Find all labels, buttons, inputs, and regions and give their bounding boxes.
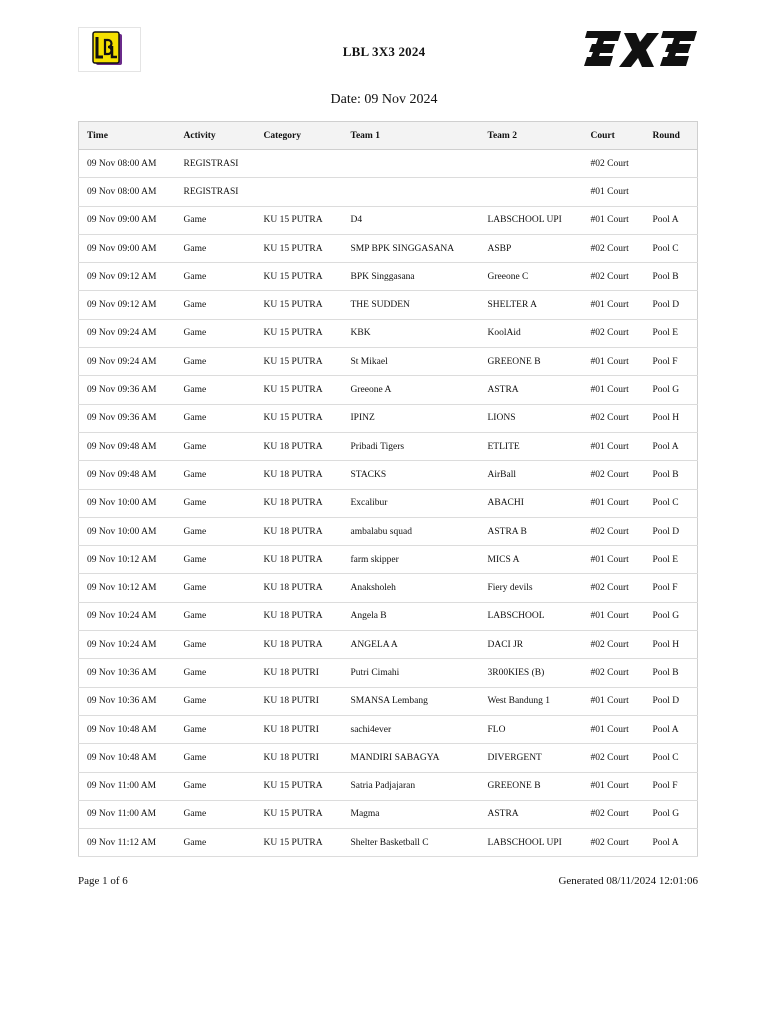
table-cell: Game [176, 659, 256, 687]
table-cell: KU 18 PUTRA [256, 517, 343, 545]
table-cell: sachi4ever [343, 715, 480, 743]
table-cell: KU 15 PUTRA [256, 404, 343, 432]
table-cell: THE SUDDEN [343, 291, 480, 319]
table-cell: Pool F [645, 348, 698, 376]
table-cell: Pool H [645, 404, 698, 432]
table-cell: ambalabu squad [343, 517, 480, 545]
table-cell: KU 18 PUTRA [256, 432, 343, 460]
table-cell: Pool B [645, 461, 698, 489]
table-cell: Game [176, 829, 256, 857]
table-cell: 09 Nov 10:24 AM [79, 602, 176, 630]
table-row [79, 489, 698, 517]
table-cell [343, 178, 480, 206]
table-cell: West Bandung 1 [480, 687, 583, 715]
table-cell: 09 Nov 08:00 AM [79, 178, 176, 206]
table-cell: Game [176, 602, 256, 630]
table-cell: Game [176, 489, 256, 517]
column-header: Activity [176, 122, 256, 150]
table-row [79, 546, 698, 574]
table-row [79, 659, 698, 687]
table-cell: Game [176, 461, 256, 489]
table-cell: KU 15 PUTRA [256, 319, 343, 347]
table-cell: Anaksholeh [343, 574, 480, 602]
table-cell: 09 Nov 09:24 AM [79, 319, 176, 347]
table-cell: 3R00KIES (B) [480, 659, 583, 687]
table-cell: #02 Court [583, 150, 645, 178]
table-cell: Pool C [645, 744, 698, 772]
table-cell: BPK Singgasana [343, 263, 480, 291]
table-cell: Game [176, 744, 256, 772]
table-cell [645, 178, 698, 206]
table-row [79, 263, 698, 291]
table-row [79, 404, 698, 432]
table-cell: Pool C [645, 489, 698, 517]
table-cell: ASBP [480, 234, 583, 262]
table-row [79, 829, 698, 857]
table-row [79, 687, 698, 715]
table-row [79, 602, 698, 630]
table-cell: Game [176, 319, 256, 347]
table-cell: #01 Court [583, 772, 645, 800]
table-row [79, 574, 698, 602]
table-cell: Game [176, 546, 256, 574]
table-cell: KU 15 PUTRA [256, 800, 343, 828]
column-header: Court [583, 122, 645, 150]
table-cell: 09 Nov 09:36 AM [79, 404, 176, 432]
table-cell: ASTRA [480, 800, 583, 828]
table-cell: #02 Court [583, 659, 645, 687]
table-row [79, 206, 698, 234]
table-cell: Game [176, 772, 256, 800]
table-cell: 09 Nov 09:00 AM [79, 234, 176, 262]
table-cell: FLO [480, 715, 583, 743]
table-row [79, 772, 698, 800]
table-cell: KU 18 PUTRA [256, 574, 343, 602]
table-cell: AirBall [480, 461, 583, 489]
table-cell: KU 18 PUTRA [256, 546, 343, 574]
table-cell: #02 Court [583, 744, 645, 772]
table-cell: St Mikael [343, 348, 480, 376]
generated-timestamp: Generated 08/11/2024 12:01:06 [558, 875, 698, 887]
table-cell: #01 Court [583, 489, 645, 517]
table-cell: Magma [343, 800, 480, 828]
table-row [79, 800, 698, 828]
table-cell: KU 18 PUTRA [256, 461, 343, 489]
table-cell: Game [176, 800, 256, 828]
schedule-date: Date: 09 Nov 2024 [330, 92, 438, 107]
page-title: LBL 3X3 2024 [342, 44, 426, 59]
column-header: Round [645, 122, 698, 150]
table-cell: Pool E [645, 319, 698, 347]
table-cell: 09 Nov 09:12 AM [79, 291, 176, 319]
table-cell: Pool B [645, 659, 698, 687]
table-cell: Pool D [645, 291, 698, 319]
table-cell: MICS A [480, 546, 583, 574]
table-header-row [79, 122, 698, 150]
table-cell: KU 18 PUTRI [256, 715, 343, 743]
table-cell: 09 Nov 10:36 AM [79, 687, 176, 715]
table-cell: Game [176, 687, 256, 715]
table-cell: Angela B [343, 602, 480, 630]
table-cell: #01 Court [583, 602, 645, 630]
table-cell: 09 Nov 09:24 AM [79, 348, 176, 376]
table-cell [480, 178, 583, 206]
table-cell: #01 Court [583, 206, 645, 234]
table-row [79, 631, 698, 659]
table-cell: KU 15 PUTRA [256, 234, 343, 262]
table-cell: 09 Nov 09:12 AM [79, 263, 176, 291]
table-cell: GREEONE B [480, 772, 583, 800]
table-body [79, 150, 698, 857]
table-cell: 09 Nov 09:36 AM [79, 376, 176, 404]
table-cell: #02 Court [583, 461, 645, 489]
table-cell: 09 Nov 10:00 AM [79, 489, 176, 517]
column-header: Team 1 [343, 122, 480, 150]
table-cell: Fiery devils [480, 574, 583, 602]
table-cell: #02 Court [583, 800, 645, 828]
table-cell: Satria Padjajaran [343, 772, 480, 800]
table-cell: Pool A [645, 829, 698, 857]
table-row [79, 461, 698, 489]
table-cell: 09 Nov 10:36 AM [79, 659, 176, 687]
table-cell: Pool H [645, 631, 698, 659]
table-cell: KU 15 PUTRA [256, 206, 343, 234]
table-row [79, 150, 698, 178]
table-cell: #02 Court [583, 319, 645, 347]
table-cell: KU 18 PUTRA [256, 602, 343, 630]
table-cell: Pool E [645, 546, 698, 574]
table-cell: 09 Nov 10:24 AM [79, 631, 176, 659]
table-cell: ETLITE [480, 432, 583, 460]
table-cell: #02 Court [583, 404, 645, 432]
table-cell: Greeone A [343, 376, 480, 404]
table-row [79, 376, 698, 404]
table-cell [343, 150, 480, 178]
table-cell: Game [176, 631, 256, 659]
table-cell: #02 Court [583, 829, 645, 857]
table-row [79, 744, 698, 772]
table-cell: ASTRA B [480, 517, 583, 545]
table-cell: Game [176, 715, 256, 743]
table-cell: Pribadi Tigers [343, 432, 480, 460]
table-cell: LIONS [480, 404, 583, 432]
table-cell: Pool C [645, 234, 698, 262]
table-cell [480, 150, 583, 178]
table-cell: KU 18 PUTRI [256, 687, 343, 715]
table-cell: #01 Court [583, 432, 645, 460]
table-cell: KoolAid [480, 319, 583, 347]
table-cell: Game [176, 574, 256, 602]
table-cell: farm skipper [343, 546, 480, 574]
table-cell: ANGELA A [343, 631, 480, 659]
table-cell: #02 Court [583, 234, 645, 262]
column-header: Category [256, 122, 343, 150]
table-cell: KU 18 PUTRI [256, 659, 343, 687]
table-row [79, 291, 698, 319]
table-cell: Game [176, 206, 256, 234]
table-cell: ABACHI [480, 489, 583, 517]
table-cell: SMP BPK SINGGASANA [343, 234, 480, 262]
table-cell: Pool B [645, 263, 698, 291]
table-cell: Putri Cimahi [343, 659, 480, 687]
table-cell: 09 Nov 10:48 AM [79, 744, 176, 772]
table-cell: KU 15 PUTRA [256, 829, 343, 857]
table-row [79, 348, 698, 376]
table-row [79, 715, 698, 743]
table-cell: LABSCHOOL [480, 602, 583, 630]
table-cell: #01 Court [583, 715, 645, 743]
table-cell: LABSCHOOL UPI [480, 829, 583, 857]
column-header: Team 2 [480, 122, 583, 150]
table-cell: Game [176, 234, 256, 262]
table-cell: IPINZ [343, 404, 480, 432]
table-cell: 09 Nov 10:48 AM [79, 715, 176, 743]
table-cell: Greeone C [480, 263, 583, 291]
table-cell: DACI JR [480, 631, 583, 659]
table-cell: 09 Nov 11:00 AM [79, 800, 176, 828]
table-row [79, 234, 698, 262]
table-cell: Pool D [645, 687, 698, 715]
table-cell: #01 Court [583, 178, 645, 206]
table-cell: #02 Court [583, 574, 645, 602]
table-cell: #01 Court [583, 546, 645, 574]
table-row [79, 319, 698, 347]
table-cell: REGISTRASI [176, 178, 256, 206]
table-cell: 09 Nov 08:00 AM [79, 150, 176, 178]
table-cell: Pool F [645, 574, 698, 602]
table-cell: Excalibur [343, 489, 480, 517]
table-cell: KU 18 PUTRA [256, 631, 343, 659]
table-row [79, 432, 698, 460]
table-cell: Game [176, 432, 256, 460]
table-cell: ASTRA [480, 376, 583, 404]
table-cell: 09 Nov 09:48 AM [79, 461, 176, 489]
table-cell: Pool G [645, 800, 698, 828]
table-cell [256, 178, 343, 206]
table-cell: Pool A [645, 715, 698, 743]
table-cell: Pool G [645, 376, 698, 404]
table-cell: 09 Nov 09:00 AM [79, 206, 176, 234]
schedule-table [78, 121, 698, 857]
table-cell: KU 15 PUTRA [256, 263, 343, 291]
table-cell: D4 [343, 206, 480, 234]
page-number: Page 1 of 6 [78, 875, 128, 887]
table-cell: Game [176, 517, 256, 545]
table-cell [645, 150, 698, 178]
table-cell: KU 18 PUTRI [256, 744, 343, 772]
table-cell: Game [176, 263, 256, 291]
table-cell: KU 15 PUTRA [256, 376, 343, 404]
table-cell: 09 Nov 10:12 AM [79, 574, 176, 602]
table-cell: SHELTER A [480, 291, 583, 319]
table-cell: Game [176, 291, 256, 319]
table-cell: REGISTRASI [176, 150, 256, 178]
table-cell: #02 Court [583, 263, 645, 291]
table-cell: 09 Nov 11:12 AM [79, 829, 176, 857]
table-cell: 09 Nov 10:00 AM [79, 517, 176, 545]
table-cell: LABSCHOOL UPI [480, 206, 583, 234]
table-cell: 09 Nov 11:00 AM [79, 772, 176, 800]
table-cell: KU 15 PUTRA [256, 772, 343, 800]
table-cell: #02 Court [583, 517, 645, 545]
table-cell: MANDIRI SABAGYA [343, 744, 480, 772]
table-cell: #01 Court [583, 687, 645, 715]
table-cell: Game [176, 348, 256, 376]
table-cell: Pool F [645, 772, 698, 800]
table-cell: Game [176, 376, 256, 404]
table-cell: #01 Court [583, 291, 645, 319]
table-row [79, 178, 698, 206]
table-cell: KU 15 PUTRA [256, 291, 343, 319]
table-cell: #01 Court [583, 376, 645, 404]
table-cell: #01 Court [583, 348, 645, 376]
table-row [79, 517, 698, 545]
table-cell [256, 150, 343, 178]
table-cell: Game [176, 404, 256, 432]
table-cell: #02 Court [583, 631, 645, 659]
column-header: Time [79, 122, 176, 150]
table-cell: GREEONE B [480, 348, 583, 376]
table-cell: 09 Nov 10:12 AM [79, 546, 176, 574]
table-cell: Pool G [645, 602, 698, 630]
table-cell: Pool D [645, 517, 698, 545]
table-cell: Pool A [645, 432, 698, 460]
table-cell: KBK [343, 319, 480, 347]
table-cell: KU 18 PUTRA [256, 489, 343, 517]
table-cell: KU 15 PUTRA [256, 348, 343, 376]
table-cell: 09 Nov 09:48 AM [79, 432, 176, 460]
table-cell: SMANSA Lembang [343, 687, 480, 715]
table-cell: Shelter Basketball C [343, 829, 480, 857]
table-cell: DIVERGENT [480, 744, 583, 772]
table-cell: STACKS [343, 461, 480, 489]
table-cell: Pool A [645, 206, 698, 234]
